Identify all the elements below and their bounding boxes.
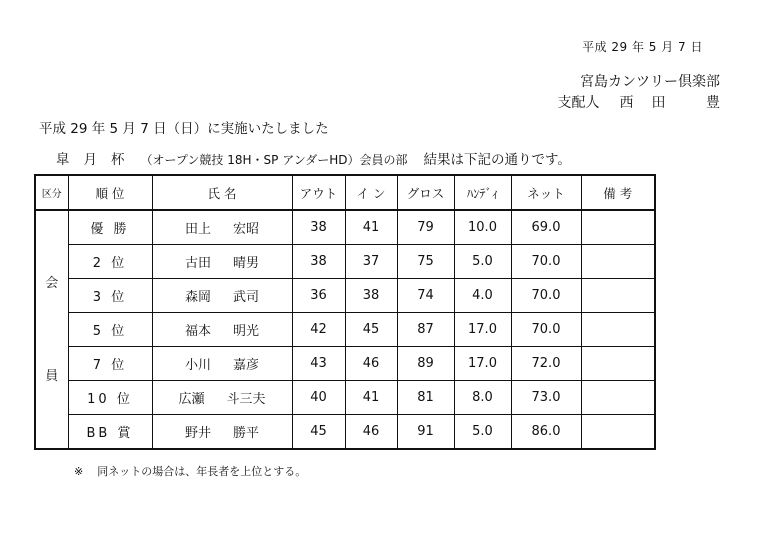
name-cell bbox=[152, 313, 292, 347]
rank-cell: 10 位 bbox=[68, 381, 152, 415]
out-cell: 40 bbox=[292, 381, 345, 415]
in-cell: 46 bbox=[345, 415, 397, 450]
given-name: 勝平 bbox=[233, 426, 260, 441]
gross-cell: 89 bbox=[397, 347, 454, 381]
manager-signature bbox=[557, 92, 738, 112]
hdcp-cell: 4.0 bbox=[454, 279, 511, 313]
footnote bbox=[74, 463, 306, 479]
out-cell: 45 bbox=[292, 415, 345, 450]
hdcp-cell: 5.0 bbox=[454, 245, 511, 279]
rank-cell: BB 賞 bbox=[68, 415, 152, 450]
gross-cell: 81 bbox=[397, 381, 454, 415]
intro-line bbox=[56, 148, 571, 168]
table-row bbox=[35, 245, 655, 279]
remarks-cell bbox=[581, 210, 655, 245]
gross-cell: 91 bbox=[397, 415, 454, 450]
family-name: 森岡 bbox=[184, 290, 211, 305]
family-name: 田上 bbox=[184, 222, 211, 237]
intro-message: 結果は下記の通りです。 bbox=[423, 152, 571, 168]
header-in: イ ン bbox=[345, 175, 397, 210]
division-char: 会 bbox=[45, 275, 59, 291]
name-cell bbox=[152, 415, 292, 450]
hdcp-cell: 17.0 bbox=[454, 347, 511, 381]
table-body bbox=[35, 210, 655, 449]
out-cell: 42 bbox=[292, 313, 345, 347]
footnote-mark: ※ bbox=[74, 465, 84, 478]
gross-cell: 87 bbox=[397, 313, 454, 347]
header-remarks: 備 考 bbox=[581, 175, 655, 210]
gross-cell: 74 bbox=[397, 279, 454, 313]
name-cell bbox=[152, 347, 292, 381]
name-cell bbox=[152, 210, 292, 245]
rank-cell: 7 位 bbox=[68, 347, 152, 381]
hdcp-cell: 10.0 bbox=[454, 210, 511, 245]
family-name: 広瀬 bbox=[178, 392, 205, 407]
manager-name: 西田 豊 bbox=[619, 95, 738, 111]
given-name: 斗三夫 bbox=[226, 392, 266, 407]
remarks-cell bbox=[581, 381, 655, 415]
manager-role: 支配人 bbox=[557, 95, 600, 111]
rank-cell: 5 位 bbox=[68, 313, 152, 347]
in-cell: 41 bbox=[345, 381, 397, 415]
document-date: 平成 29 年 5 月 7 日 bbox=[582, 40, 703, 54]
family-name: 福本 bbox=[184, 324, 211, 339]
net-cell: 73.0 bbox=[511, 381, 581, 415]
club-name: 宮島カンツリー倶楽部 bbox=[580, 74, 720, 90]
family-name: 小川 bbox=[184, 358, 211, 373]
name-cell bbox=[152, 245, 292, 279]
header-rank: 順 位 bbox=[68, 175, 152, 210]
in-cell: 46 bbox=[345, 347, 397, 381]
cup-name: 皐月杯 bbox=[56, 152, 139, 168]
table-row bbox=[35, 415, 655, 450]
division-char: 員 bbox=[45, 368, 59, 384]
event-notice: 平成 29 年 5 月 7 日（日）に実施いたしました bbox=[39, 121, 329, 137]
header-hdcp: ﾊﾝﾃﾞｨ bbox=[454, 175, 511, 210]
table-header bbox=[35, 175, 655, 210]
rank-cell: 2 位 bbox=[68, 245, 152, 279]
net-cell: 69.0 bbox=[511, 210, 581, 245]
gross-cell: 79 bbox=[397, 210, 454, 245]
header-out: アウト bbox=[292, 175, 345, 210]
gross-cell: 75 bbox=[397, 245, 454, 279]
net-cell: 70.0 bbox=[511, 313, 581, 347]
hdcp-cell: 17.0 bbox=[454, 313, 511, 347]
net-cell: 86.0 bbox=[511, 415, 581, 450]
rank-cell: 3 位 bbox=[68, 279, 152, 313]
header-net: ネット bbox=[511, 175, 581, 210]
competition-description: （オープン競技 18H・SP アンダーHD）会員の部 bbox=[140, 153, 408, 167]
remarks-cell bbox=[581, 347, 655, 381]
in-cell: 37 bbox=[345, 245, 397, 279]
name-cell bbox=[152, 381, 292, 415]
in-cell: 38 bbox=[345, 279, 397, 313]
header-gross: グロス bbox=[397, 175, 454, 210]
given-name: 宏昭 bbox=[233, 222, 260, 237]
out-cell: 38 bbox=[292, 245, 345, 279]
given-name: 嘉彦 bbox=[233, 358, 260, 373]
remarks-cell bbox=[581, 313, 655, 347]
given-name: 武司 bbox=[233, 290, 260, 305]
remarks-cell bbox=[581, 279, 655, 313]
table-row bbox=[35, 347, 655, 381]
name-cell bbox=[152, 279, 292, 313]
in-cell: 45 bbox=[345, 313, 397, 347]
net-cell: 70.0 bbox=[511, 245, 581, 279]
given-name: 明光 bbox=[233, 324, 260, 339]
out-cell: 38 bbox=[292, 210, 345, 245]
out-cell: 43 bbox=[292, 347, 345, 381]
remarks-cell bbox=[581, 245, 655, 279]
hdcp-cell: 8.0 bbox=[454, 381, 511, 415]
table-row bbox=[35, 313, 655, 347]
division-cell bbox=[35, 210, 68, 449]
given-name: 晴男 bbox=[233, 256, 260, 271]
table-row bbox=[35, 381, 655, 415]
header-division: 区分 bbox=[35, 175, 68, 210]
net-cell: 72.0 bbox=[511, 347, 581, 381]
results-table bbox=[34, 174, 656, 450]
header-name: 氏 名 bbox=[152, 175, 292, 210]
rank-cell: 優 勝 bbox=[68, 210, 152, 245]
out-cell: 36 bbox=[292, 279, 345, 313]
table-row bbox=[35, 279, 655, 313]
table-row bbox=[35, 210, 655, 245]
footnote-text: 同ネットの場合は、年長者を上位とする。 bbox=[97, 465, 307, 478]
remarks-cell bbox=[581, 415, 655, 450]
net-cell: 70.0 bbox=[511, 279, 581, 313]
family-name: 古田 bbox=[184, 256, 211, 271]
family-name: 野井 bbox=[184, 426, 211, 441]
hdcp-cell: 5.0 bbox=[454, 415, 511, 450]
in-cell: 41 bbox=[345, 210, 397, 245]
